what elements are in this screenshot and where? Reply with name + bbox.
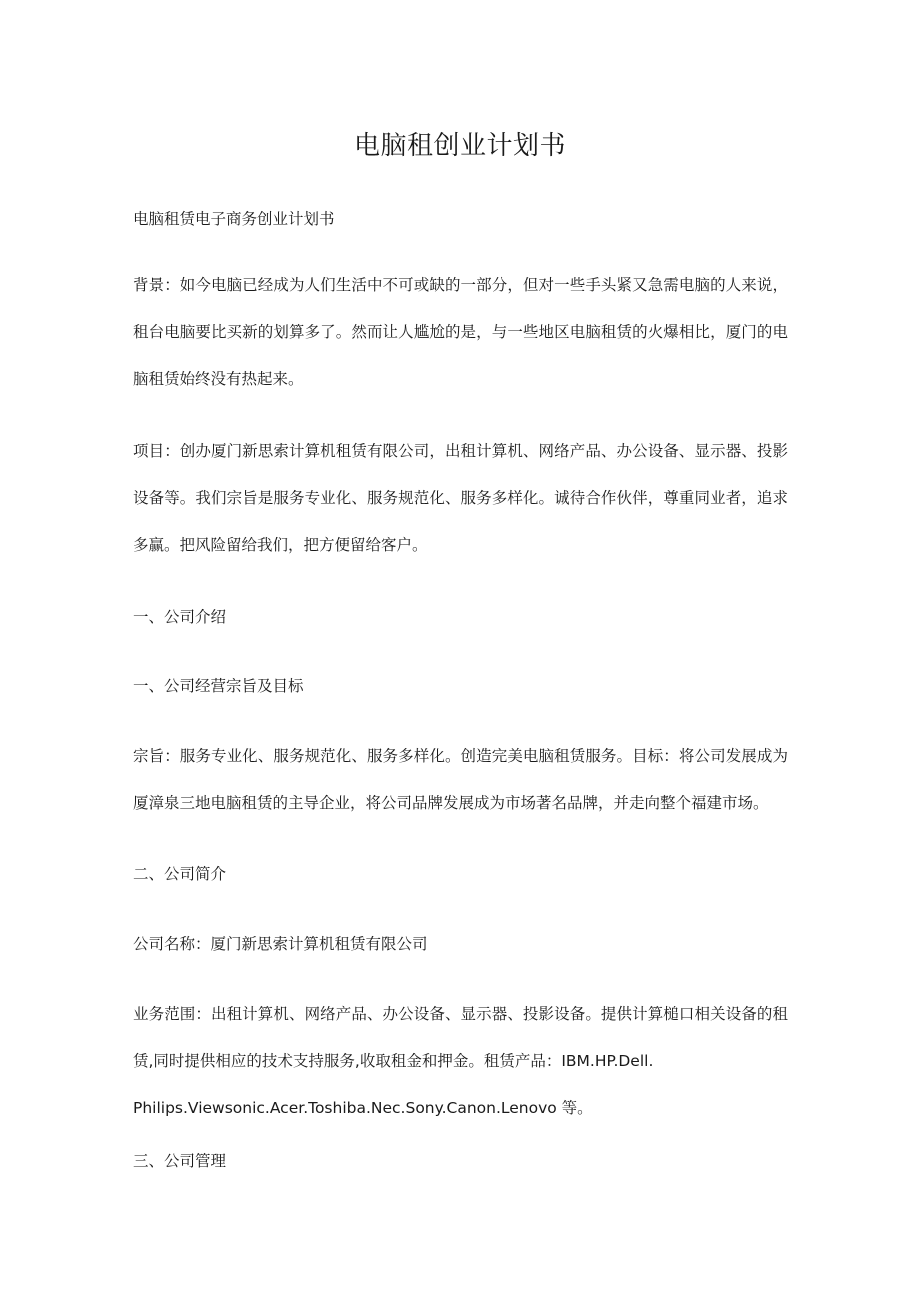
document-subtitle <box>133 196 788 243</box>
document-title: 电脑租创业计划书 <box>353 131 566 161</box>
background-line: 背景：如今电脑已经成为人们生活中不可或缺的一部分，但对一些手头紧又急需电脑的人来说， <box>133 276 788 294</box>
business-scope-line: 业务范围：出租计算机、网络产品、办公设备、显示器、投影设备。提供计算槌口相关设备的租 <box>133 1005 788 1023</box>
purpose-line: 厦漳泉三地电脑租赁的主导企业，将公司品牌发展成为市场著名品牌，并走向整个福建市场。 <box>133 794 769 812</box>
section-heading-company-profile <box>133 851 788 898</box>
section-heading-company-management <box>133 1138 788 1185</box>
business-scope-line: 赁,同时提供相应的技术支持服务,收取租金和押金。租赁产品：IBM.HP.Dell. <box>133 1052 654 1070</box>
project-line: 多赢。把风险留给我们，把方便留给客户。 <box>133 536 428 554</box>
background-line: 租台电脑要比买新的划算多了。然而让人尴尬的是，与一些地区电脑租赁的火爆相比，厦门的电 <box>133 323 788 341</box>
section-heading-text: 一、公司介绍 <box>133 608 227 626</box>
project-line: 设备等。我们宗旨是服务专业化、服务规范化、服务多样化。诚待合作伙伴，尊重同业者，追求 <box>133 489 788 507</box>
purpose-line: 宗旨：服务专业化、服务规范化、服务多样化。创造完美电脑租赁服务。目标：将公司发展成为 <box>133 747 788 765</box>
section-heading-text: 三、公司管理 <box>133 1152 227 1170</box>
project-line: 项目：创办厦门新思索计算机租赁有限公司，出租计算机、网络产品、办公设备、显示器、投影 <box>133 442 788 460</box>
company-name-line: 公司名称：厦门新思索计算机租赁有限公司 <box>133 935 428 953</box>
purpose-paragraph <box>133 733 788 827</box>
section-heading-purpose-goals <box>133 663 788 710</box>
business-scope-line: Philips.Viewsonic.Acer.Toshiba.Nec.Sony.Canon.Lenovo 等。 <box>133 1099 593 1117</box>
section-heading-text: 二、公司简介 <box>133 865 227 883</box>
section-heading-text: 一、公司经营宗旨及目标 <box>133 677 304 695</box>
business-scope-paragraph <box>133 991 788 1132</box>
section-heading-company-intro <box>133 594 788 641</box>
background-line: 脑租赁始终没有热起来。 <box>133 370 304 388</box>
subtitle-line: 电脑租赁电子商务创业计划书 <box>133 210 335 228</box>
company-name-paragraph <box>133 921 788 968</box>
project-paragraph <box>133 428 788 569</box>
background-paragraph <box>133 262 788 403</box>
